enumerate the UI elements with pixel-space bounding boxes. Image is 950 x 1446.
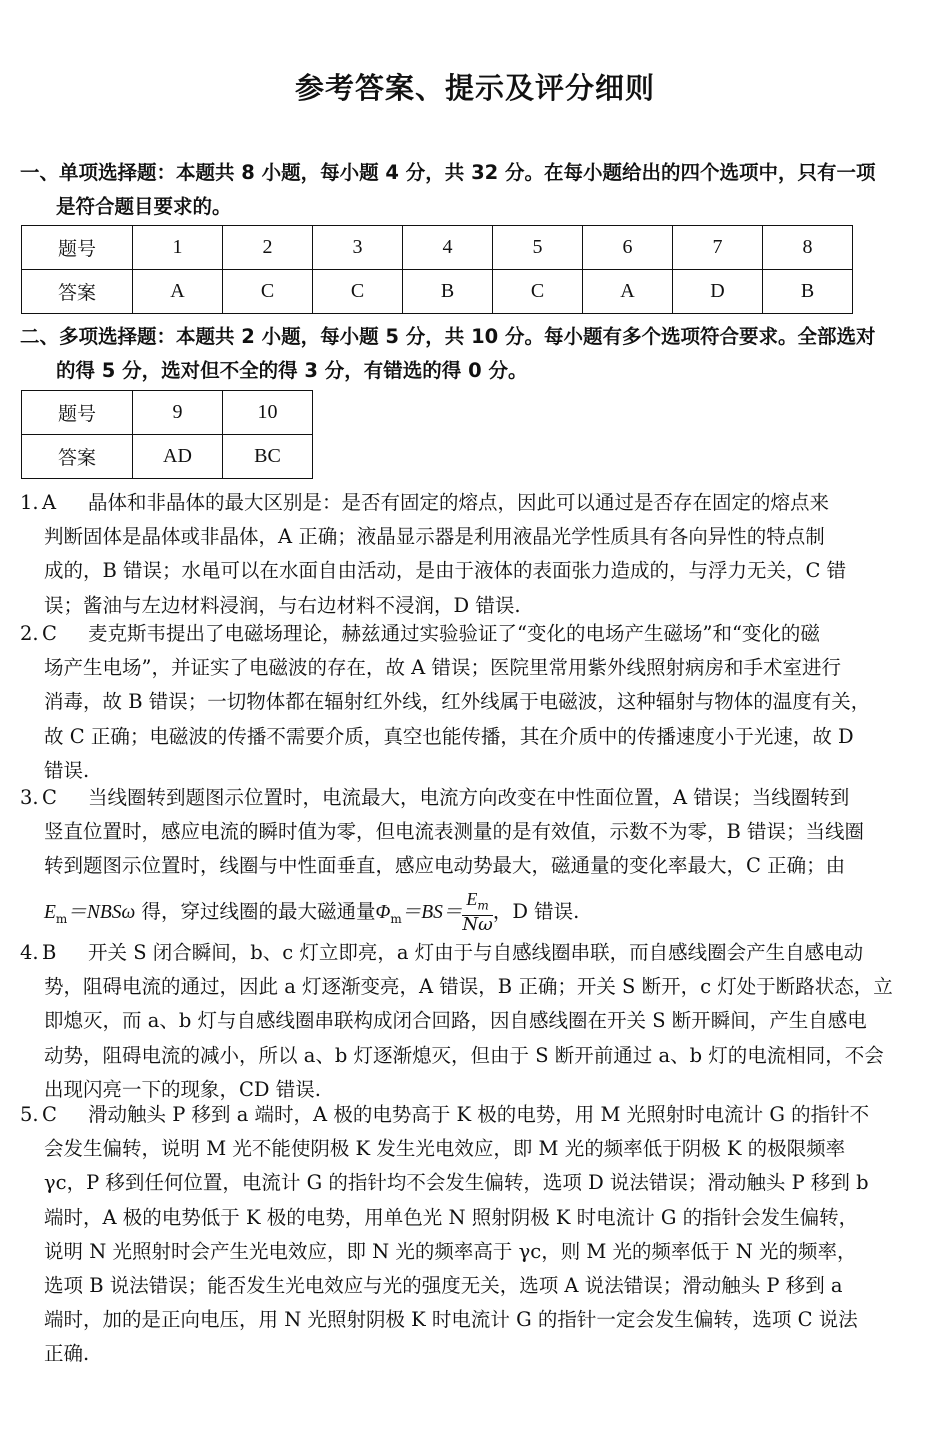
table-cell: 8 [763,226,853,270]
section-2-heading [20,320,932,388]
item-line: 转到题图示位置时，线圈与中性面垂直，感应电动势最大，磁通量的变化率最大，C 正确；由 [44,854,846,878]
explanation-item-5 [20,1098,930,1372]
table-cell: BC [223,435,313,479]
item-line: 即熄灭，而 a、b 灯与自感线圈串联构成闭合回路，因自感线圈在开关 S 断开瞬间，产生自感电 [44,1009,867,1033]
item-line: 故 C 正确；电磁波的传播不需要介质，真空也能传播，其在介质中的传播速度小于光速，故 D [44,724,854,748]
table-cell: 7 [673,226,763,270]
explanation-item-2 [20,617,930,788]
table-row-answers [22,270,853,314]
table-cell: 2 [223,226,313,270]
explanation-item-3 [20,781,930,947]
fraction-numerator [462,890,492,916]
item-answer: B [42,941,57,964]
item-line: 麦克斯韦提出了电磁场理论，赫兹通过实验验证了“变化的电场产生磁场”和“变化的磁 [88,622,820,645]
table-row-numbers [22,226,853,270]
explanation-item-1 [20,486,930,623]
table-header-answer: 答案 [22,270,133,314]
table-cell: 6 [583,226,673,270]
table-cell: A [583,270,673,314]
item-line: 当线圈转到题图示位置时，电流最大，电流方向改变在中性面位置，A 错误；当线圈转到 [88,786,850,809]
item-number: 5. [20,1103,39,1126]
table-cell: C [223,270,313,314]
item-number: 1. [20,491,39,514]
fraction-denominator: Nω [462,913,493,935]
table-row-numbers [22,391,313,435]
explanation-item-4 [20,936,930,1107]
table-cell: 9 [133,391,223,435]
table-cell: 5 [493,226,583,270]
table-cell: 3 [313,226,403,270]
item-line: 竖直位置时，感应电流的瞬时值为零，但电流表测量的是有效值，示数不为零，B 错误；当线圈 [44,820,865,844]
item-answer: A [42,491,57,514]
item-line: 晶体和非晶体的最大区别是：是否有固定的熔点，因此可以通过是否存在固定的熔点来 [88,491,830,514]
formula-fraction [462,890,492,934]
item-line: 正确. [44,1342,90,1366]
formula-text: 得，穿过线圈的最大磁通量 [135,899,376,923]
item-line: 判断固体是晶体或非晶体，A 正确；液晶显示器是利用液晶光学性质具有各向异性的特点制 [44,525,825,549]
item-number: 3. [20,786,39,809]
item-line: 选项 B 说法错误；能否发生光电效应与光的强度无关，选项 A 说法错误；滑动触头 P 移到 a [44,1274,843,1298]
formula-eq1: ＝NBSω [67,901,136,923]
table-cell: C [313,270,403,314]
formula-sub: m [55,911,68,926]
section-1-answer-table [21,225,853,314]
item-line: 说明 N 光照射时会产生光电效应，即 N 光的频率高于 γc，则 M 光的频率低于 N 光的频率， [44,1239,857,1263]
section-2-line-1: 二、多项选择题：本题共 2 小题，每小题 5 分，共 10 分。每小题有多个选项符合要求。全部选对 [20,325,876,348]
item-line: 动势，阻碍电流的减小，所以 a、b 灯逐渐熄灭，但由于 S 断开前通过 a、b 灯的电流相同，不会 [44,1043,884,1067]
item-number: 2. [20,622,39,645]
item-line: 出现闪亮一下的现象，CD 错误. [44,1077,321,1101]
section-1-heading [20,156,932,224]
item-line: 场产生电场”，并证实了电磁波的存在，故 A 错误；医院里常用紫外线照射病房和手术室进行 [44,656,841,680]
table-header-answer: 答案 [22,435,133,479]
item-line: 滑动触头 P 移到 a 端时，A 极的电势高于 K 极的电势，用 M 光照射时电流计 G 的指针不 [88,1103,870,1126]
item-answer: C [42,786,57,809]
table-cell: D [673,270,763,314]
item-answer: C [42,1103,57,1126]
table-cell: 1 [133,226,223,270]
item-number: 4. [20,941,39,964]
table-cell: 10 [223,391,313,435]
item-line: 消毒，故 B 错误；一切物体都在辐射红外线，红外线属于电磁波，这种辐射与物体的温度有关， [44,690,871,714]
item-answer: C [42,622,57,645]
section-2-line-2: 的得 5 分，选对但不全的得 3 分，有错选的得 0 分。 [56,359,528,382]
item-line: 势，阻碍电流的通过，因此 a 灯逐渐变亮，A 错误，B 正确；开关 S 断开，c 灯处于断路状态，立 [44,975,893,999]
section-2-answer-table [21,390,313,479]
numerator-sub: m [477,898,489,913]
formula-eq2: ＝BS＝ [401,901,463,923]
table-cell: 4 [403,226,493,270]
table-cell: B [763,270,853,314]
item-line: 端时，A 极的电势低于 K 极的电势，用单色光 N 照射阴极 K 时电流计 G 的指针会发生偏转， [44,1205,859,1229]
table-header-number: 题号 [22,391,133,435]
formula-tail: ，D 错误. [492,899,580,923]
table-cell: B [403,270,493,314]
item-line: 成的，B 错误；水黾可以在水面自由活动，是由于液体的表面张力造成的，与浮力无关，C 错 [44,559,847,583]
table-cell: C [493,270,583,314]
section-1-line-1: 一、单项选择题：本题共 8 小题，每小题 4 分，共 32 分。在每小题给出的四个选项中，只有一项 [20,161,876,184]
formula-sub: m [390,911,402,926]
numerator-e: E [466,889,478,910]
item-line: 会发生偏转，说明 M 光不能使阴极 K 发生光电效应，即 M 光的频率低于阴极 K 的极限频率 [44,1137,846,1161]
page-title: 参考答案、提示及评分细则 [294,71,655,105]
item-line: 错误. [44,758,90,782]
formula-em: E [44,901,56,923]
formula-phi: Φ [375,901,391,923]
table-row-answers [22,435,313,479]
table-cell: A [133,270,223,314]
section-1-line-2: 是符合题目要求的。 [56,195,232,218]
item-line: 端时，加的是正向电压，用 N 光照射阴极 K 时电流计 G 的指针一定会发生偏转，选项 C 说法 [44,1308,858,1332]
table-header-number: 题号 [22,226,133,270]
table-cell: AD [133,435,223,479]
item-line: 误；酱油与左边材料浸润，与右边材料不浸润，D 错误. [44,593,521,617]
item-line: 开关 S 闭合瞬间，b、c 灯立即亮，a 灯由于与自感线圈串联，而自感线圈会产生自感电动 [88,941,864,964]
item-line: γc，P 移到任何位置，电流计 G 的指针均不会发生偏转，选项 D 说法错误；滑动触头 P 移到 b [44,1171,869,1195]
